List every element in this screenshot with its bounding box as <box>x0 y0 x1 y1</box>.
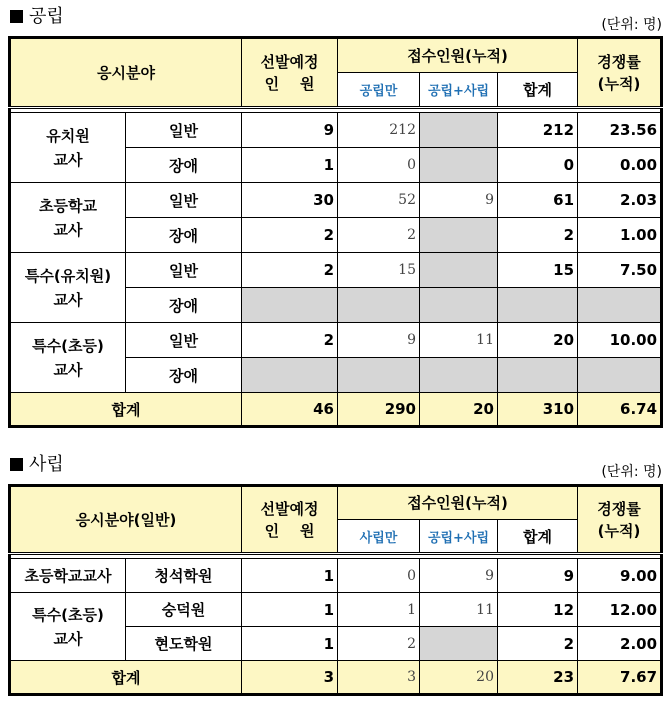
group-name: 특수(유치원) 교사 <box>10 253 126 323</box>
cell-ratio: 2.03 <box>578 183 662 218</box>
group-name: 특수(초등) 교사 <box>10 323 126 393</box>
cell-public-private: 11 <box>420 593 498 627</box>
private-table <box>8 484 663 696</box>
private-section-title: 사립 <box>10 454 64 476</box>
table-row <box>10 559 662 593</box>
header-ratio: 경쟁률 (누적) <box>578 486 662 554</box>
cell-private-only: 1 <box>338 593 420 627</box>
sum-ratio: 6.74 <box>578 393 662 427</box>
header-private-only: 사립만 <box>338 520 420 554</box>
cell-empty <box>420 253 498 288</box>
cell-planned: 1 <box>242 627 338 661</box>
row-category: 특수(초등) 교사 <box>10 593 126 661</box>
cell-public-private: 9 <box>420 559 498 593</box>
cell-empty <box>242 288 338 323</box>
table-row <box>10 323 662 358</box>
cell-public-only: 52 <box>338 183 420 218</box>
cell-planned: 2 <box>242 323 338 358</box>
sum-public-private: 20 <box>420 393 498 427</box>
row-type: 장애 <box>126 358 242 393</box>
row-school: 숭덕원 <box>126 593 242 627</box>
cell-total: 0 <box>498 148 578 183</box>
cell-ratio: 12.00 <box>578 593 662 627</box>
square-bullet-icon <box>10 10 23 23</box>
sum-public-private: 20 <box>420 661 498 695</box>
table-row <box>10 183 662 218</box>
cell-public-only: 212 <box>338 113 420 148</box>
cell-total: 2 <box>498 218 578 253</box>
cell-ratio: 7.50 <box>578 253 662 288</box>
row-type: 장애 <box>126 148 242 183</box>
header-planned: 선발예정 인 원 <box>242 486 338 554</box>
header-public-private: 공립+사립 <box>420 73 498 108</box>
sum-row: 합계 46 290 20 310 6.74 <box>10 393 662 427</box>
row-type: 장애 <box>126 288 242 323</box>
cell-total: 2 <box>498 627 578 661</box>
cell-public-private: 11 <box>420 323 498 358</box>
cell-public-only: 9 <box>338 323 420 358</box>
header-total: 합계 <box>498 73 578 108</box>
sum-row: 합계 3 3 20 23 7.67 <box>10 661 662 695</box>
cell-planned: 1 <box>242 593 338 627</box>
cell-planned: 1 <box>242 148 338 183</box>
cell-ratio: 23.56 <box>578 113 662 148</box>
cell-total: 9 <box>498 559 578 593</box>
cell-total: 61 <box>498 183 578 218</box>
row-school: 현도학원 <box>126 627 242 661</box>
cell-empty <box>578 288 662 323</box>
group-name: 유치원 교사 <box>10 113 126 183</box>
cell-empty <box>338 288 420 323</box>
sum-planned: 3 <box>242 661 338 695</box>
cell-planned: 2 <box>242 253 338 288</box>
sum-private-only: 3 <box>338 661 420 695</box>
cell-planned: 1 <box>242 559 338 593</box>
header-applied: 접수인원(누적) <box>338 38 578 73</box>
row-type: 일반 <box>126 183 242 218</box>
cell-empty <box>420 627 498 661</box>
sum-planned: 46 <box>242 393 338 427</box>
cell-empty <box>420 218 498 253</box>
cell-empty <box>420 113 498 148</box>
row-type: 장애 <box>126 218 242 253</box>
public-section-title: 공립 <box>10 6 64 28</box>
public-table <box>8 36 663 428</box>
cell-empty <box>420 148 498 183</box>
cell-total: 12 <box>498 593 578 627</box>
row-type: 일반 <box>126 323 242 358</box>
cell-planned: 9 <box>242 113 338 148</box>
header-total: 합계 <box>498 520 578 554</box>
header-public-only: 공립만 <box>338 73 420 108</box>
row-type: 일반 <box>126 253 242 288</box>
cell-public-only: 15 <box>338 253 420 288</box>
group-name: 초등학교 교사 <box>10 183 126 253</box>
sum-ratio: 7.67 <box>578 661 662 695</box>
cell-empty <box>498 288 578 323</box>
table-row <box>10 113 662 148</box>
cell-ratio: 1.00 <box>578 218 662 253</box>
cell-total: 20 <box>498 323 578 358</box>
square-bullet-icon <box>10 458 23 471</box>
cell-ratio: 9.00 <box>578 559 662 593</box>
public-unit-label: (단위: 명) <box>601 17 662 33</box>
cell-total: 212 <box>498 113 578 148</box>
cell-total: 15 <box>498 253 578 288</box>
sum-total: 310 <box>498 393 578 427</box>
sum-public-only: 290 <box>338 393 420 427</box>
header-ratio: 경쟁률 (누적) <box>578 38 662 108</box>
cell-ratio: 0.00 <box>578 148 662 183</box>
header-field: 응시분야 <box>10 38 242 108</box>
cell-ratio: 10.00 <box>578 323 662 358</box>
cell-public-only: 2 <box>338 218 420 253</box>
row-type: 일반 <box>126 113 242 148</box>
cell-private-only: 0 <box>338 559 420 593</box>
cell-empty <box>420 358 498 393</box>
header-applied: 접수인원(누적) <box>338 486 578 520</box>
cell-ratio: 2.00 <box>578 627 662 661</box>
cell-empty <box>578 358 662 393</box>
cell-planned: 30 <box>242 183 338 218</box>
row-category: 초등학교교사 <box>10 559 126 593</box>
cell-public-only: 0 <box>338 148 420 183</box>
cell-empty <box>420 288 498 323</box>
private-unit-label: (단위: 명) <box>601 464 662 480</box>
cell-empty <box>338 358 420 393</box>
header-planned: 선발예정 인 원 <box>242 38 338 108</box>
cell-empty <box>242 358 338 393</box>
header-field: 응시분야(일반) <box>10 486 242 554</box>
header-public-private: 공립+사립 <box>420 520 498 554</box>
sum-total: 23 <box>498 661 578 695</box>
cell-public-private: 9 <box>420 183 498 218</box>
table-row <box>10 593 662 627</box>
cell-planned: 2 <box>242 218 338 253</box>
cell-empty <box>498 358 578 393</box>
cell-private-only: 2 <box>338 627 420 661</box>
row-school: 청석학원 <box>126 559 242 593</box>
table-row <box>10 253 662 288</box>
